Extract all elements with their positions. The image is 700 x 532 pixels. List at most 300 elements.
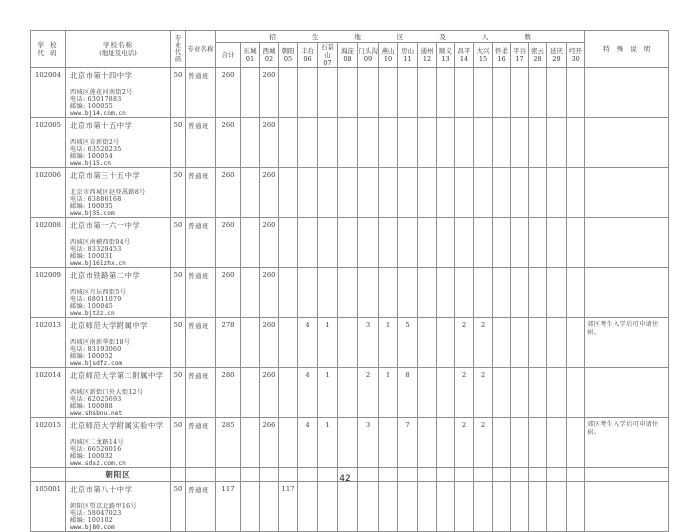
district-header-门头沟 <box>358 43 379 68</box>
major-code-header-text: 专业代码 <box>174 35 182 63</box>
special-note-cell <box>585 268 669 318</box>
school-phone: 电话: 63017883 <box>70 96 122 103</box>
district-value-cell-昌平 <box>455 168 474 218</box>
school-info-cell <box>66 118 171 168</box>
table-row <box>31 118 669 168</box>
section-title-cell: 朝阳区 <box>66 468 171 482</box>
district-value-cell-通州 <box>418 68 437 118</box>
district-value-cell-房山: 8 <box>398 368 418 418</box>
school-website: www.bj80.com <box>70 524 115 531</box>
district-value-cell-海淀 <box>338 318 358 368</box>
district-value-cell-昌平: 2 <box>455 418 474 468</box>
school-info-cell <box>66 168 171 218</box>
school-phone: 电话: 83193060 <box>70 346 122 353</box>
table-row <box>31 218 669 268</box>
school-phone: 电话: 62025693 <box>70 396 122 403</box>
district-header-平谷 <box>511 43 529 68</box>
school-website: www.bj15.cn <box>70 160 111 167</box>
district-value-cell-平谷 <box>511 218 529 268</box>
school-zip: 邮编: 100054 <box>70 153 114 160</box>
district-header-怀柔 <box>493 43 511 68</box>
major-code-cell: 50 <box>171 418 186 468</box>
district-name: 房山 <box>401 47 414 55</box>
school-name-header-sub: (地址及电话) <box>99 49 137 57</box>
district-value-cell-怀柔 <box>493 68 511 118</box>
district-value-cell-昌平 <box>455 268 474 318</box>
district-value-cell-密云 <box>529 168 547 218</box>
district-value-cell-大兴 <box>474 68 493 118</box>
district-value-cell-燕山: 1 <box>379 368 398 418</box>
school-phone: 电话: 58047023 <box>70 510 122 517</box>
district-value-cell-门头沟 <box>358 168 379 218</box>
district-value-cell-昌平 <box>455 68 474 118</box>
district-name: 顺义 <box>439 47 452 55</box>
district-code: 07 <box>323 59 332 67</box>
total-value-cell: 285 <box>216 418 241 468</box>
district-value-cell-昌平: 2 <box>455 318 474 368</box>
district-name: 门头沟 <box>358 47 378 55</box>
district-value-cell-燕山 <box>379 218 398 268</box>
total-value-cell: 280 <box>216 368 241 418</box>
district-value-cell-顺义 <box>437 118 455 168</box>
district-value-cell-燕山 <box>379 268 398 318</box>
special-note-cell <box>585 218 669 268</box>
district-value-cell-海淀 <box>338 168 358 218</box>
district-value-cell-门头沟 <box>358 218 379 268</box>
school-phone: 电话: 66526016 <box>70 446 122 453</box>
total-value-cell: 117 <box>216 482 241 532</box>
major-code-cell: 50 <box>171 368 186 418</box>
district-value-cell-顺义 <box>437 218 455 268</box>
district-header-西城 <box>260 43 279 68</box>
district-header-东城 <box>241 43 260 68</box>
district-value-cell-房山 <box>398 68 418 118</box>
school-website: www.bj161zhx.cn <box>70 260 126 267</box>
district-value-cell-石景山: 1 <box>318 368 338 418</box>
district-value-cell-朝阳: 117 <box>279 482 298 532</box>
district-value-cell-西城: 260 <box>260 318 279 368</box>
major-name-cell: 普通班 <box>186 218 216 268</box>
district-name: 密云 <box>531 47 544 55</box>
district-value-cell-平谷 <box>511 168 529 218</box>
district-value-cell-经开 <box>567 482 585 532</box>
district-value-cell-东城 <box>241 168 260 218</box>
district-value-cell-门头沟 <box>358 482 379 532</box>
district-value-cell-朝阳 <box>279 368 298 418</box>
table-row <box>31 168 669 218</box>
district-value-cell-大兴: 2 <box>474 368 493 418</box>
district-value-cell-门头沟: 3 <box>358 318 379 368</box>
district-value-cell-石景山 <box>318 168 338 218</box>
district-value-cell-东城 <box>241 482 260 532</box>
district-name: 延庆 <box>550 47 563 55</box>
district-value-cell-通州 <box>418 218 437 268</box>
district-code: 17 <box>515 55 524 63</box>
district-value-cell-延庆 <box>547 168 567 218</box>
district-value-cell-丰台: 4 <box>298 418 318 468</box>
school-address: 西城区南新华街18号 <box>70 339 131 346</box>
district-value-cell-怀柔 <box>493 368 511 418</box>
table-row <box>31 268 669 318</box>
major-name-cell: 普通班 <box>186 168 216 218</box>
district-value-cell-东城 <box>241 68 260 118</box>
district-code: 13 <box>441 55 450 63</box>
district-value-cell-石景山 <box>318 118 338 168</box>
district-header-经开 <box>567 43 585 68</box>
school-code-cell: 102006 <box>31 168 66 218</box>
district-value-cell-昌平 <box>455 218 474 268</box>
district-value-cell-延庆 <box>547 482 567 532</box>
district-value-cell-密云 <box>529 268 547 318</box>
table-row <box>31 368 669 418</box>
school-name: 北京市第八十中学 <box>70 485 133 494</box>
district-code: 29 <box>552 55 561 63</box>
school-code-cell: 102013 <box>31 318 66 368</box>
header-row-1 <box>31 31 669 43</box>
district-code: 28 <box>533 55 542 63</box>
district-value-cell-顺义 <box>437 68 455 118</box>
district-value-cell-怀柔 <box>493 218 511 268</box>
district-value-cell-丰台: 4 <box>298 368 318 418</box>
school-address: 西城区二龙路14号 <box>70 439 124 446</box>
district-value-cell-昌平: 2 <box>455 368 474 418</box>
total-header: 合计 <box>216 43 241 68</box>
district-code: 12 <box>422 55 432 63</box>
table-row <box>31 68 669 118</box>
district-header-海淀 <box>338 43 358 68</box>
school-address: 西城区新街口外大街12号 <box>70 389 144 396</box>
district-value-cell-昌平 <box>455 482 474 532</box>
table-header <box>31 31 669 68</box>
district-value-cell-延庆 <box>547 368 567 418</box>
school-code-cell: 102004 <box>31 68 66 118</box>
district-value-cell-通州 <box>418 418 437 468</box>
district-header-房山 <box>398 43 418 68</box>
district-value-cell-丰台 <box>298 118 318 168</box>
district-code: 10 <box>383 55 393 63</box>
district-value-cell-燕山 <box>379 418 398 468</box>
district-name: 丰台 <box>301 47 314 55</box>
major-code-cell: 50 <box>171 482 186 532</box>
district-value-cell-经开 <box>567 368 585 418</box>
special-note-cell: 郊区考生入学后可申请住宿。 <box>585 418 669 468</box>
school-code-header <box>31 31 66 68</box>
district-value-cell-朝阳 <box>279 68 298 118</box>
school-address: 西城区南横西街94号 <box>70 239 131 246</box>
district-value-cell-密云 <box>529 318 547 368</box>
district-value-cell-房山 <box>398 268 418 318</box>
table-row <box>31 482 669 532</box>
school-name: 北京师范大学第二附属中学 <box>70 371 164 380</box>
district-value-cell-海淀 <box>338 118 358 168</box>
district-value-cell-通州 <box>418 268 437 318</box>
district-value-cell-西城: 260 <box>260 218 279 268</box>
school-phone: 电话: 68011079 <box>70 296 122 303</box>
district-value-cell-门头沟 <box>358 268 379 318</box>
district-value-cell-平谷 <box>511 318 529 368</box>
district-value-cell-延庆 <box>547 268 567 318</box>
district-value-cell-石景山 <box>318 268 338 318</box>
school-code-header-line-1: 代 码 <box>37 49 59 57</box>
school-phone: 电话: 83329453 <box>70 246 122 253</box>
district-code: 02 <box>264 55 274 63</box>
district-value-cell-西城 <box>260 482 279 532</box>
district-name: 朝阳 <box>281 47 295 55</box>
page-number: 42 <box>339 474 351 484</box>
school-info-cell <box>66 218 171 268</box>
district-value-cell-通州 <box>418 318 437 368</box>
district-value-cell-密云 <box>529 118 547 168</box>
district-value-cell-朝阳 <box>279 118 298 168</box>
district-value-cell-顺义 <box>437 318 455 368</box>
district-code: 15 <box>478 55 488 63</box>
admissions-table <box>30 30 669 532</box>
district-value-cell-经开 <box>567 418 585 468</box>
school-website: www.sdsz.com.cn <box>70 460 126 467</box>
district-name: 燕山 <box>381 47 395 55</box>
district-value-cell-密云 <box>529 218 547 268</box>
school-name: 北京师范大学附属中学 <box>70 321 148 330</box>
district-value-cell-海淀 <box>338 418 358 468</box>
district-value-cell-丰台 <box>298 268 318 318</box>
district-value-cell-门头沟: 3 <box>358 418 379 468</box>
total-value-cell: 260 <box>216 168 241 218</box>
table-body <box>31 68 669 532</box>
enroll-area-header: 招生地区及人数 <box>216 31 585 43</box>
district-value-cell-平谷 <box>511 68 529 118</box>
district-value-cell-房山 <box>398 118 418 168</box>
school-name: 北京市铁路第二中学 <box>70 271 141 280</box>
district-header-丰台 <box>298 43 318 68</box>
district-name: 东城 <box>243 47 257 55</box>
major-code-header <box>171 31 186 68</box>
district-header-通州 <box>418 43 437 68</box>
district-value-cell-延庆 <box>547 218 567 268</box>
district-header-朝阳 <box>279 43 298 68</box>
district-header-燕山 <box>379 43 398 68</box>
school-code-cell: 102009 <box>31 268 66 318</box>
school-zip: 邮编: 100032 <box>70 453 114 460</box>
district-value-cell-怀柔 <box>493 168 511 218</box>
school-address: 北京市西城区赵登禹路8号 <box>70 189 146 196</box>
district-value-cell-燕山 <box>379 168 398 218</box>
district-name: 大兴 <box>476 47 490 55</box>
district-value-cell-密云 <box>529 68 547 118</box>
major-name-cell: 普通班 <box>186 368 216 418</box>
school-address: 西城区育新街2号 <box>70 139 120 146</box>
district-value-cell-大兴: 2 <box>474 318 493 368</box>
district-value-cell-平谷 <box>511 118 529 168</box>
school-code-cell: 105001 <box>31 482 66 532</box>
school-info-cell <box>66 68 171 118</box>
district-value-cell-延庆 <box>547 68 567 118</box>
school-name-header-title: 学校名称 <box>103 41 133 49</box>
district-value-cell-顺义 <box>437 168 455 218</box>
school-address: 西城区莲花河南街2号 <box>70 89 133 96</box>
district-header-延庆 <box>547 43 567 68</box>
district-value-cell-房山: 5 <box>398 318 418 368</box>
school-name-header <box>66 31 171 68</box>
school-zip: 邮编: 100055 <box>70 103 114 110</box>
district-value-cell-东城 <box>241 218 260 268</box>
district-value-cell-朝阳 <box>279 168 298 218</box>
total-value-cell: 260 <box>216 218 241 268</box>
district-value-cell-延庆 <box>547 418 567 468</box>
district-value-cell-西城: 260 <box>260 118 279 168</box>
major-name-header-text: 专业名称 <box>187 45 214 53</box>
district-value-cell-顺义 <box>437 418 455 468</box>
district-value-cell-海淀 <box>338 68 358 118</box>
district-value-cell-石景山: 1 <box>318 318 338 368</box>
district-name: 平谷 <box>513 47 526 55</box>
school-code-cell: 102005 <box>31 118 66 168</box>
district-value-cell-昌平 <box>455 118 474 168</box>
district-header-昌平 <box>455 43 474 68</box>
total-value-cell: 260 <box>216 118 241 168</box>
district-value-cell-怀柔 <box>493 268 511 318</box>
district-value-cell-房山: 7 <box>398 418 418 468</box>
district-value-cell-丰台 <box>298 218 318 268</box>
school-name: 北京师范大学附属实验中学 <box>70 421 164 430</box>
school-code-cell: 102008 <box>31 218 66 268</box>
district-name: 海淀 <box>341 47 354 55</box>
district-value-cell-海淀 <box>338 218 358 268</box>
district-value-cell-通州 <box>418 482 437 532</box>
district-value-cell-丰台 <box>298 168 318 218</box>
school-website: www.bj35.com <box>70 210 115 217</box>
district-value-cell-平谷 <box>511 368 529 418</box>
major-code-cell: 50 <box>171 118 186 168</box>
district-value-cell-门头沟: 2 <box>358 368 379 418</box>
district-value-cell-平谷 <box>511 418 529 468</box>
district-header-石景山 <box>318 43 338 68</box>
district-value-cell-房山 <box>398 482 418 532</box>
district-value-cell-平谷 <box>511 482 529 532</box>
district-value-cell-顺义 <box>437 482 455 532</box>
district-name: 石景山 <box>321 43 334 59</box>
district-name: 通州 <box>420 47 434 55</box>
district-value-cell-朝阳 <box>279 418 298 468</box>
school-phone: 电话: 63886168 <box>70 196 122 203</box>
total-value-cell: 278 <box>216 318 241 368</box>
district-code: 11 <box>403 55 412 63</box>
district-value-cell-通州 <box>418 168 437 218</box>
district-value-cell-朝阳 <box>279 218 298 268</box>
major-name-cell: 普通班 <box>186 268 216 318</box>
school-address: 朝阳区望京北路甲16号 <box>70 503 137 510</box>
school-website: www.bjt2z.cn <box>70 310 115 317</box>
district-value-cell-西城: 260 <box>260 168 279 218</box>
district-value-cell-海淀 <box>338 482 358 532</box>
district-value-cell-怀柔 <box>493 318 511 368</box>
district-value-cell-经开 <box>567 118 585 168</box>
district-value-cell-经开 <box>567 68 585 118</box>
school-website: www.bj14.com.cn <box>70 110 126 117</box>
district-value-cell-石景山 <box>318 482 338 532</box>
district-value-cell-延庆 <box>547 118 567 168</box>
school-website: www.bjsdfz.com <box>70 360 123 367</box>
school-name: 北京市第十四中学 <box>70 71 133 80</box>
district-value-cell-通州 <box>418 368 437 418</box>
district-value-cell-经开 <box>567 218 585 268</box>
district-value-cell-怀柔 <box>493 482 511 532</box>
district-value-cell-房山 <box>398 218 418 268</box>
district-name: 经开 <box>569 47 583 55</box>
school-name: 北京市第一六一中学 <box>70 221 141 230</box>
district-value-cell-经开 <box>567 168 585 218</box>
school-zip: 邮编: 100088 <box>70 403 114 410</box>
district-value-cell-海淀 <box>338 268 358 318</box>
district-value-cell-延庆 <box>547 318 567 368</box>
special-note-cell <box>585 168 669 218</box>
school-phone: 电话: 63520235 <box>70 146 122 153</box>
district-value-cell-东城 <box>241 118 260 168</box>
district-code: 05 <box>283 55 293 63</box>
major-name-cell: 普通班 <box>186 482 216 532</box>
school-info-cell <box>66 368 171 418</box>
district-code: 06 <box>303 55 312 63</box>
district-header-顺义 <box>437 43 455 68</box>
school-info-cell <box>66 482 171 532</box>
district-value-cell-石景山 <box>318 68 338 118</box>
district-header-密云 <box>529 43 547 68</box>
district-value-cell-密云 <box>529 482 547 532</box>
district-value-cell-门头沟 <box>358 68 379 118</box>
special-note-header: 特殊说明 <box>585 31 669 68</box>
district-value-cell-石景山: 1 <box>318 418 338 468</box>
major-name-cell: 普通班 <box>186 118 216 168</box>
school-code-header-line-0: 学 校 <box>37 41 59 49</box>
total-value-cell: 260 <box>216 268 241 318</box>
table-row <box>31 318 669 368</box>
district-code: 14 <box>459 55 469 63</box>
special-note-cell <box>585 368 669 418</box>
district-value-cell-顺义 <box>437 268 455 318</box>
district-name: 怀柔 <box>495 47 508 55</box>
district-value-cell-密云 <box>529 368 547 418</box>
school-zip: 邮编: 100031 <box>70 253 114 260</box>
district-value-cell-大兴 <box>474 482 493 532</box>
school-info-cell <box>66 268 171 318</box>
special-note-cell <box>585 482 669 532</box>
district-header-大兴 <box>474 43 493 68</box>
district-value-cell-东城 <box>241 318 260 368</box>
special-note-cell <box>585 68 669 118</box>
district-code: 16 <box>497 55 506 63</box>
district-value-cell-怀柔 <box>493 118 511 168</box>
school-info-cell <box>66 318 171 368</box>
district-value-cell-房山 <box>398 168 418 218</box>
major-name-cell: 普通班 <box>186 68 216 118</box>
district-code: 08 <box>343 55 352 63</box>
district-value-cell-顺义 <box>437 368 455 418</box>
major-code-cell: 50 <box>171 218 186 268</box>
school-website: www.shsbnu.net <box>70 410 123 417</box>
district-value-cell-通州 <box>418 118 437 168</box>
major-name-cell: 普通班 <box>186 318 216 368</box>
district-value-cell-密云 <box>529 418 547 468</box>
major-code-cell: 50 <box>171 318 186 368</box>
school-info-cell <box>66 418 171 468</box>
district-value-cell-燕山 <box>379 482 398 532</box>
district-value-cell-海淀 <box>338 368 358 418</box>
district-value-cell-丰台 <box>298 482 318 532</box>
district-code: 01 <box>245 55 255 63</box>
district-value-cell-大兴 <box>474 268 493 318</box>
district-value-cell-朝阳 <box>279 268 298 318</box>
school-name: 北京市第十五中学 <box>70 121 133 130</box>
school-zip: 邮编: 100035 <box>70 203 114 210</box>
